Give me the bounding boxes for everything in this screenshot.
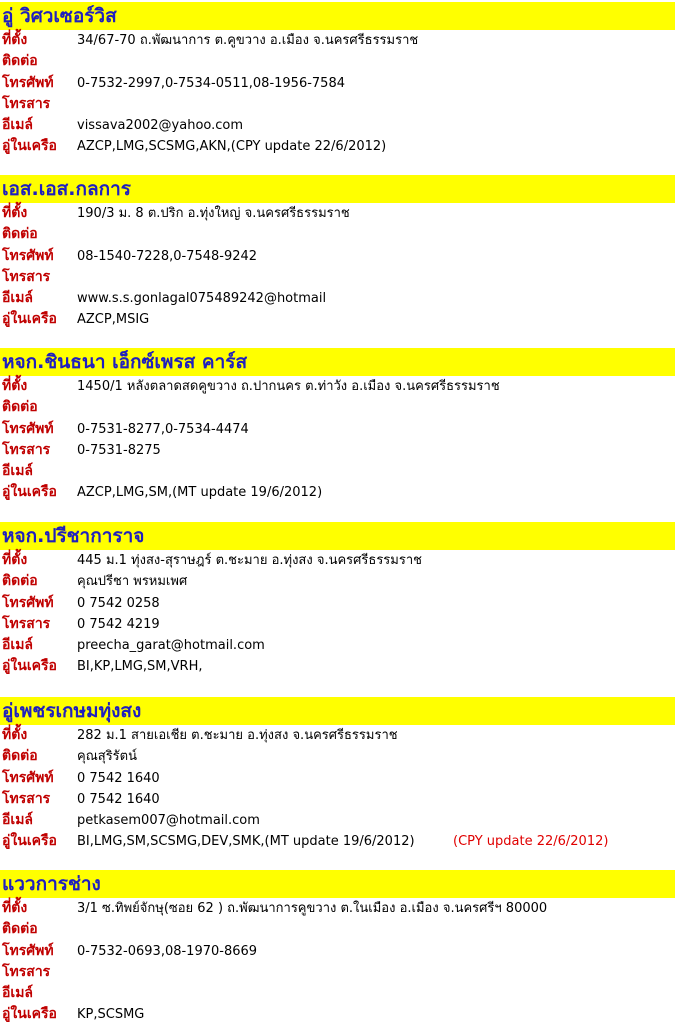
phone-value: 0-7531-8277,0-7534-4474 <box>77 421 249 437</box>
email-label: อีเมล์ <box>2 117 34 134</box>
garage-entry <box>0 522 675 678</box>
garage-title: หจก.ชินธนา เอ็กซ์เพรส คาร์ส <box>0 348 675 376</box>
location-value: 190/3 ม. 8 ต.ปริก อ.ทุ่งใหญ่ จ.นครศรีธรรมราช <box>77 206 350 221</box>
email-row <box>0 635 675 656</box>
email-row <box>0 983 675 1004</box>
location-row <box>0 30 675 51</box>
location-label: ที่ตั้ง <box>2 205 28 221</box>
email-value: preecha_garat@hotmail.com <box>77 638 265 654</box>
network-extra-note: (CPY update 22/6/2012) <box>453 834 609 850</box>
location-value: 1450/1 หลังตลาดสดคูขวาง ถ.ปากนคร ต.ท่าวัง อ.เมือง จ.นครศรีธรรมราช <box>77 379 500 394</box>
email-value: www.s.s.gonlagal075489242@hotmail <box>77 291 327 307</box>
contact-row <box>0 397 675 418</box>
network-label: อู่ในเครือ <box>2 833 57 850</box>
fax-row <box>0 94 675 115</box>
garage-title: แววการช่าง <box>0 870 675 898</box>
contact-label: ติดต่อ <box>2 573 38 590</box>
network-label: อู่ในเครือ <box>2 484 57 501</box>
email-label: อีเมล์ <box>2 637 34 654</box>
email-value: vissava2002@yahoo.com <box>77 118 244 134</box>
location-value: 3/1 ซ.ทิพย์จักษุ(ซอย 62 ) ถ.พัฒนาการคูขวาง ต.ในเมือง อ.เมือง จ.นครศรีฯ 80000 <box>77 901 548 916</box>
network-label: อู่ในเครือ <box>2 311 57 328</box>
network-row <box>0 309 675 330</box>
phone-label: โทรศัพท์ <box>2 594 54 611</box>
fax-label: โทรสาร <box>2 441 51 458</box>
garage-entry <box>0 348 675 504</box>
fax-value: 0-7531-8275 <box>77 442 161 458</box>
location-row <box>0 203 675 224</box>
garage-title: อู่เพชรเกษมทุ่งสง <box>0 697 675 725</box>
garage-entry <box>0 870 675 1026</box>
phone-row <box>0 419 675 440</box>
phone-label: โทรศัพท์ <box>2 942 54 959</box>
email-row <box>0 810 675 831</box>
network-label: อู่ในเครือ <box>2 1006 57 1023</box>
location-row <box>0 376 675 397</box>
fax-label: โทรสาร <box>2 963 51 980</box>
email-row <box>0 461 675 482</box>
contact-row <box>0 51 675 72</box>
fax-label: โทรสาร <box>2 790 51 807</box>
phone-label: โทรศัพท์ <box>2 769 54 786</box>
contact-row <box>0 224 675 245</box>
phone-value: 0-7532-2997,0-7534-0511,08-1956-7584 <box>77 75 345 91</box>
location-value: 282 ม.1 สายเอเชีย ต.ชะมาย อ.ทุ่งสง จ.นครศรีธรรมราช <box>77 728 398 743</box>
network-value: AZCP,MSIG <box>77 312 150 328</box>
contact-label: ติดต่อ <box>2 226 38 243</box>
location-row <box>0 550 675 571</box>
location-label: ที่ตั้ง <box>2 727 28 743</box>
phone-row <box>0 593 675 614</box>
phone-value: 0-7532-0693,08-1970-8669 <box>77 943 258 959</box>
phone-value: 0 7542 1640 <box>77 770 160 786</box>
email-row <box>0 288 675 309</box>
contact-value: คุณสุริรัตน์ <box>77 749 137 765</box>
contact-label: ติดต่อ <box>2 748 38 765</box>
contact-value: คุณปรีชา พรหมเพศ <box>77 574 188 590</box>
network-value: BI,KP,LMG,SM,VRH, <box>77 659 203 675</box>
network-value: AZCP,LMG,SCSMG,AKN,(CPY update 22/6/2012) <box>77 139 387 155</box>
location-value: 34/67-70 ถ.พัฒนาการ ต.คูขวาง อ.เมือง จ.นครศรีธรรมราช <box>77 33 419 48</box>
network-value: BI,LMG,SM,SCSMG,DEV,SMK,(MT update 19/6/2012) <box>77 834 415 850</box>
location-row <box>0 725 675 746</box>
network-label: อู่ในเครือ <box>2 138 57 155</box>
fax-value: 0 7542 1640 <box>77 791 160 807</box>
location-label: ที่ตั้ง <box>2 378 28 394</box>
garage-title: เอส.เอส.กลการ <box>0 175 675 203</box>
garage-entry <box>0 175 675 331</box>
fax-value: 0 7542 4219 <box>77 616 160 632</box>
contact-row <box>0 571 675 592</box>
email-label: อีเมล์ <box>2 290 34 307</box>
email-label: อีเมล์ <box>2 812 34 829</box>
network-row <box>0 1004 675 1025</box>
network-value: AZCP,LMG,SM,(MT update 19/6/2012) <box>77 485 323 501</box>
phone-row <box>0 768 675 789</box>
phone-row <box>0 246 675 267</box>
fax-label: โทรสาร <box>2 615 51 632</box>
contact-row <box>0 746 675 767</box>
fax-label: โทรสาร <box>2 95 51 112</box>
contact-label: ติดต่อ <box>2 921 38 938</box>
phone-label: โทรศัพท์ <box>2 420 54 437</box>
garage-entry <box>0 697 675 853</box>
fax-row <box>0 267 675 288</box>
fax-row <box>0 962 675 983</box>
email-value: petkasem007@hotmail.com <box>77 813 260 829</box>
garage-entry <box>0 2 675 158</box>
contact-label: ติดต่อ <box>2 399 38 416</box>
email-label: อีเมล์ <box>2 463 34 480</box>
location-row <box>0 898 675 919</box>
location-label: ที่ตั้ง <box>2 32 28 48</box>
location-label: ที่ตั้ง <box>2 900 28 916</box>
email-row <box>0 115 675 136</box>
location-value: 445 ม.1 ทุ่งสง-สุราษฎร์ ต.ชะมาย อ.ทุ่งสง จ.นครศรีธรรมราช <box>77 553 422 568</box>
network-row <box>0 482 675 503</box>
email-label: อีเมล์ <box>2 985 34 1002</box>
phone-row <box>0 73 675 94</box>
fax-row <box>0 614 675 635</box>
phone-label: โทรศัพท์ <box>2 74 54 91</box>
network-label: อู่ในเครือ <box>2 658 57 675</box>
contact-label: ติดต่อ <box>2 53 38 70</box>
network-value: KP,SCSMG <box>77 1007 145 1023</box>
network-row <box>0 136 675 157</box>
contact-row <box>0 919 675 940</box>
fax-row <box>0 440 675 461</box>
fax-row <box>0 789 675 810</box>
fax-label: โทรสาร <box>2 268 51 285</box>
garage-title: อู่ วิศวเซอร์วิส <box>0 2 675 30</box>
location-label: ที่ตั้ง <box>2 552 28 568</box>
garage-title: หจก.ปรีชาการาจ <box>0 522 675 550</box>
phone-row <box>0 941 675 962</box>
network-row <box>0 831 675 852</box>
phone-value: 08-1540-7228,0-7548-9242 <box>77 248 258 264</box>
phone-label: โทรศัพท์ <box>2 247 54 264</box>
network-row <box>0 656 675 677</box>
phone-value: 0 7542 0258 <box>77 595 160 611</box>
